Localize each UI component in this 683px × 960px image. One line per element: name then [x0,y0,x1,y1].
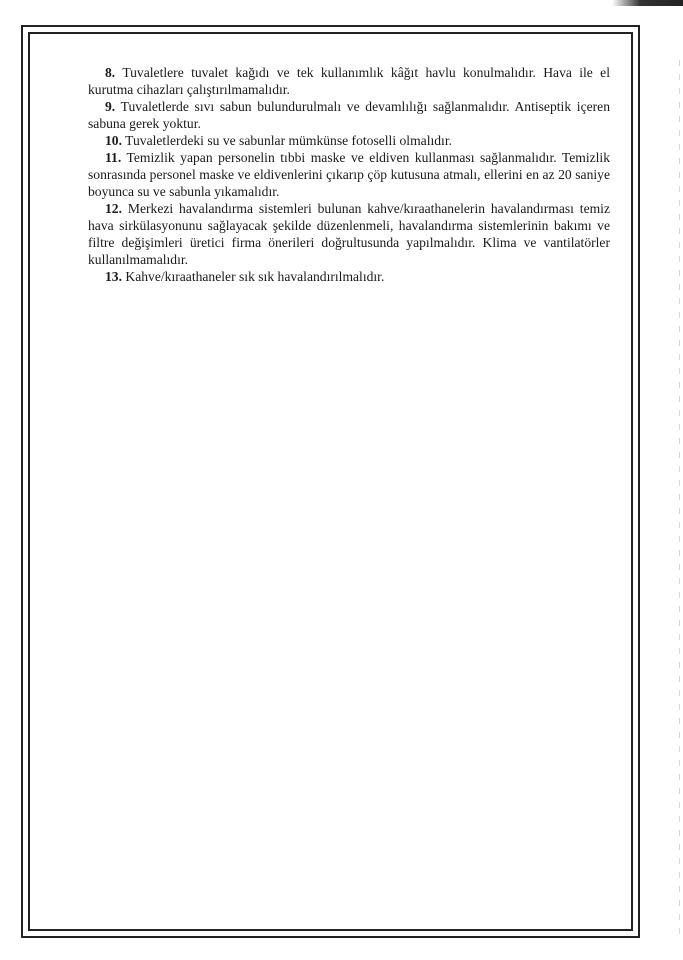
item-text: Temizlik yapan personelin tıbbi maske ve eldiven kullanması sağlanmalıdır. Temizlik sonrasında personel maske ve eldivenlerini çıkarıp çöp kutusuna atmalı, ellerini en az 20 saniye boyunca su ve sabunla yıkamalıdır. [88,150,611,199]
list-item-9 [88,98,610,132]
document-body [88,64,610,285]
item-text: Tuvaletlerdeki su ve sabunlar mümkünse fotoselli olmalıdır. [125,133,452,148]
list-item-12 [88,200,610,268]
list-item-10 [88,132,610,149]
item-number: 13. [105,269,122,284]
scan-right-edge [679,60,680,940]
list-item-11 [88,149,610,200]
item-number: 8. [105,65,116,80]
item-text: Tuvaletlere tuvalet kağıdı ve tek kullanımlık kâğıt havlu konulmalıdır. Hava ile el kurutma cihazları çalıştırılmamalıdır. [88,65,610,97]
item-number: 9. [105,99,116,114]
list-item-13 [88,268,610,285]
item-text: Tuvaletlerde sıvı sabun bulundurulmalı ve devamlılığı sağlanmalıdır. Antiseptik içeren sabuna gerek yoktur. [88,99,611,131]
list-item-8 [88,64,610,98]
scan-edge-mark [612,0,683,6]
item-number: 10. [105,133,122,148]
item-text: Merkezi havalandırma sistemleri bulunan kahve/kıraathanelerin havalandırması temiz hava sirkülasyonunu sağlayacak şekilde düzenlenmeli, havalandırma sistemlerinin bakımı ve filtre değişimleri üretici firma önerileri doğrultusunda yapılmalıdır. Klima ve vantilatörler kullanılmamalıdır. [88,201,610,267]
item-number: 11. [105,150,122,165]
item-text: Kahve/kıraathaneler sık sık havalandırılmalıdır. [125,269,385,284]
item-number: 12. [105,201,122,216]
